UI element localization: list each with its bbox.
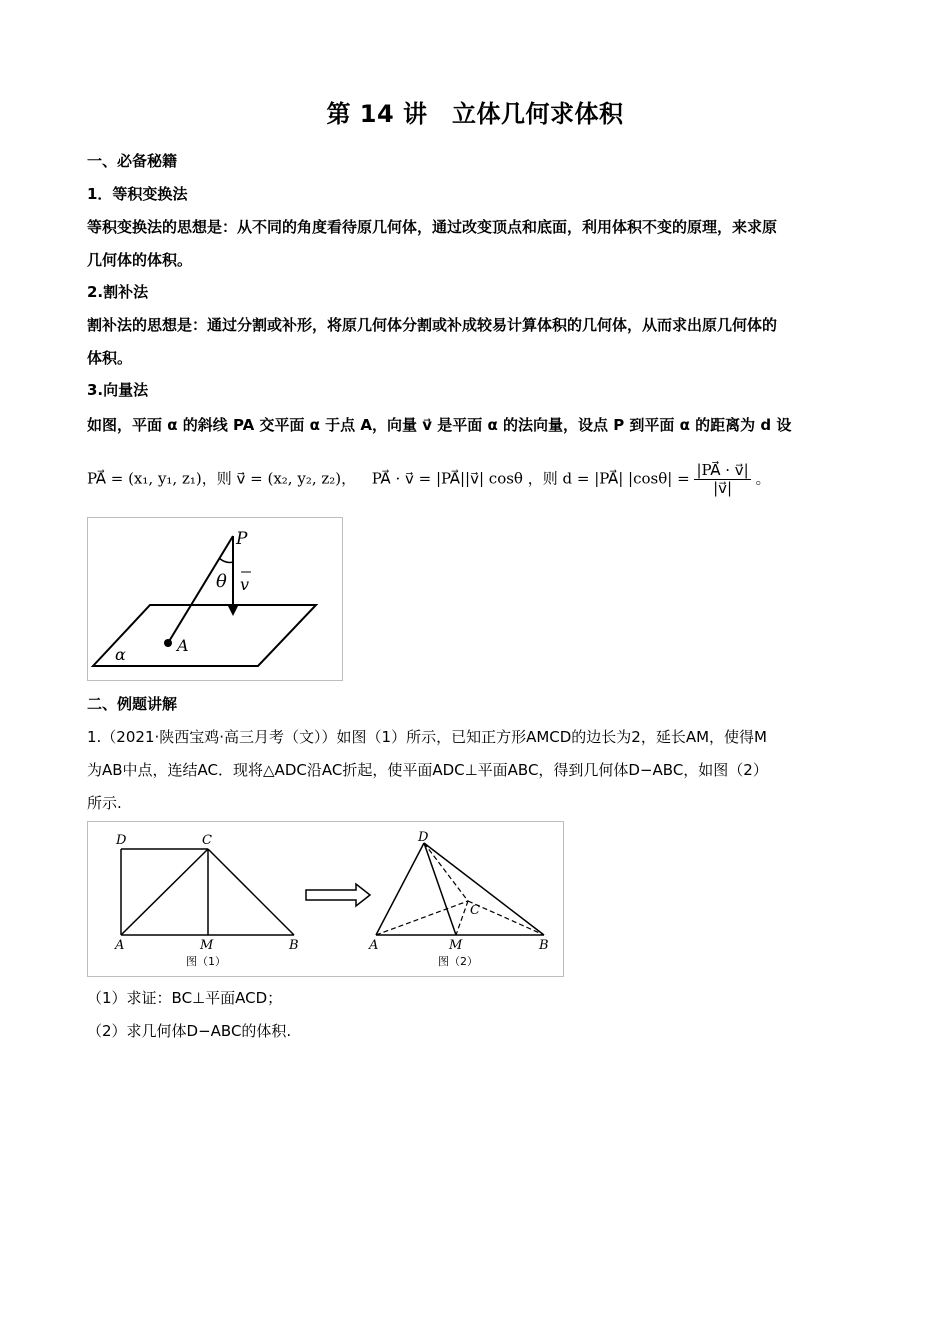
method2-text-b: 体积。 (87, 349, 133, 367)
method1-text-b: 几何体的体积。 (87, 251, 193, 269)
fig2-label-d: D (418, 830, 429, 845)
page-title: 第 14 讲 立体几何求体积 (326, 100, 624, 128)
fig2-label-m: M (449, 938, 463, 953)
method3-text: 如图，平面 α 的斜线 PA 交平面 α 于点 A，向量 v⃗ 是平面 α 的法向量，设点 P 到平面 α 的距离为 d 设 (87, 416, 792, 434)
fig1-label-a: A (115, 938, 125, 953)
transform-arrow-icon (306, 884, 370, 906)
problem1-line2: 为AB中点，连结AC．现将△ADC沿AC折起，使平面ADC⊥平面ABC，得到几何体D−ABC，如图（2） (87, 761, 768, 779)
question-2: （2）求几何体D−ABC的体积. (87, 1022, 292, 1040)
method1-heading: 1．等积变换法 (87, 185, 188, 203)
fig1-label-m: M (200, 938, 214, 953)
angle-arc (219, 558, 233, 563)
label-p: P (236, 529, 248, 549)
fig2-caption: 图（2） (438, 955, 478, 968)
label-a: A (177, 636, 189, 655)
fraction-denominator: |v⃗| (713, 479, 733, 497)
fig2-label-c: C (470, 903, 480, 918)
formula-end: 。 (755, 469, 771, 488)
problem1-line3: 所示. (87, 794, 122, 812)
plane-alpha-shape (93, 605, 316, 666)
fraction-numerator: |PA⃗ · v⃗| (696, 461, 749, 479)
vector-method-figure (87, 517, 343, 681)
formula-part-2: PA⃗ · v⃗ = |PA⃗||v⃗| cosθ ，则 d = |PA⃗| |cosθ| = (371, 469, 690, 488)
method2-text-a: 割补法的思想是：通过分割或补形，将原几何体分割或补成较易计算体积的几何体，从而求出原几何体的 (87, 316, 778, 334)
label-v: v (240, 575, 250, 594)
vector-formula (87, 462, 771, 497)
problem1-figure (87, 821, 564, 977)
point-a-dot (164, 639, 172, 647)
method2-heading: 2.割补法 (87, 283, 149, 301)
fig1-caption: 图（1） (186, 955, 226, 968)
section-heading-essentials: 一、必备秘籍 (87, 152, 178, 170)
section-heading-examples: 二、例题讲解 (87, 695, 178, 713)
method1-text-a: 等积变换法的思想是：从不同的角度看待原几何体，通过改变顶点和底面，利用体积不变的原理，来求原 (87, 218, 778, 236)
method3-heading: 3.向量法 (87, 381, 149, 399)
figure-1 (114, 833, 299, 968)
arrow-head-icon (228, 606, 238, 616)
label-theta: θ (216, 571, 227, 592)
fig2-label-b: B (539, 938, 549, 953)
label-alpha: α (115, 645, 126, 664)
problem1-line1: 1.（2021·陕西宝鸡·高三月考（文））如图（1）所示，已知正方形AMCD的边长为2，延长AM，使得M (87, 728, 767, 746)
figure-2 (368, 830, 549, 968)
fig1-label-c: C (202, 833, 212, 848)
question-1: （1）求证：BC⊥平面ACD； (87, 989, 283, 1007)
fig2-label-a: A (369, 938, 379, 953)
fig1-label-b: B (289, 938, 299, 953)
distance-fraction (694, 462, 750, 497)
formula-part-1: PA⃗ = (x₁, y₁, z₁)，则 v⃗ = (x₂, y₂, z₂)， (87, 469, 357, 488)
fig1-label-d: D (116, 833, 127, 848)
